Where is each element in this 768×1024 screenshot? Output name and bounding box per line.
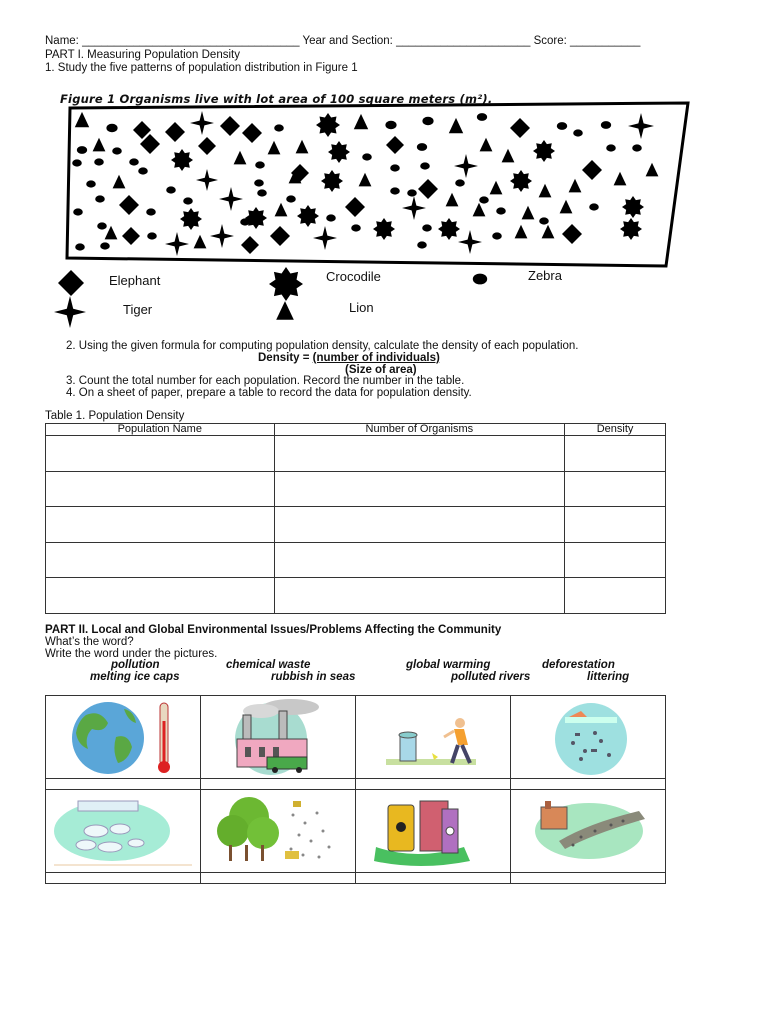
part2-instruction: Write the word under the pictures.: [45, 648, 218, 660]
organism-mark: [422, 117, 433, 125]
organism-mark: [359, 173, 372, 187]
population-figure: [0, 0, 768, 340]
organism-mark: [219, 187, 243, 211]
answer-cell[interactable]: [511, 779, 666, 790]
organism-mark: [449, 118, 463, 133]
organism-mark: [95, 195, 105, 202]
legend-crocodile: Crocodile: [326, 269, 381, 284]
organism-mark: [606, 144, 616, 151]
answer-cell[interactable]: [201, 873, 356, 884]
formula-denominator: (Size of area): [345, 364, 417, 376]
organism-mark: [646, 163, 659, 177]
organism-mark: [490, 181, 503, 195]
organism-mark: [245, 207, 267, 229]
organism-mark: [502, 149, 515, 163]
organism-mark: [112, 147, 122, 154]
word-chemical-waste: chemical waste: [226, 659, 311, 671]
table-cell[interactable]: [274, 507, 565, 543]
organism-mark: [573, 129, 583, 136]
organism-mark: [257, 189, 267, 196]
organism-mark: [268, 141, 281, 155]
organism-mark: [297, 205, 319, 227]
organism-mark: [100, 242, 110, 249]
legend-elephant: Elephant: [109, 273, 161, 288]
organism-mark: [418, 179, 438, 199]
organism-mark: [362, 153, 372, 160]
organism-mark: [93, 138, 106, 152]
table-cell[interactable]: [46, 507, 275, 543]
sea-rubbish-icon: [511, 697, 661, 777]
organism-mark: [241, 236, 259, 254]
organism-mark: [510, 170, 532, 192]
table-cell[interactable]: [565, 542, 666, 578]
header-fields: Name: __________________________________ Year and Section: _____________________ Score: ___________: [45, 35, 641, 47]
step1-text: 1. Study the five patterns of population distribution in Figure 1: [45, 62, 358, 74]
organism-mark: [390, 164, 400, 171]
lion-icon: [276, 301, 294, 320]
answer-cell[interactable]: [46, 873, 201, 884]
organism-mark: [477, 113, 487, 121]
word-littering: littering: [587, 671, 630, 683]
organism-mark: [106, 124, 117, 132]
part2-question: What’s the word?: [45, 636, 134, 648]
organism-mark: [417, 241, 427, 248]
organism-mark: [72, 159, 82, 166]
picture-cell: [511, 696, 666, 779]
organism-mark: [97, 222, 107, 229]
organism-mark: [146, 208, 156, 215]
figure-caption: Figure 1 Organisms live with lot area of 100 square meters (m²).: [60, 92, 493, 106]
organism-mark: [75, 243, 85, 250]
organism-mark: [373, 218, 395, 240]
organism-mark: [77, 146, 87, 154]
table-cell[interactable]: [565, 507, 666, 543]
organism-mark: [86, 180, 96, 187]
organism-mark: [622, 196, 644, 218]
table-cell[interactable]: [46, 578, 275, 614]
organism-mark: [190, 111, 214, 135]
organism-mark: [296, 140, 309, 154]
organism-mark: [165, 122, 185, 142]
organism-mark: [560, 200, 573, 214]
zebra-icon: [473, 274, 487, 285]
col-number-of-organisms: Number of Organisms: [274, 424, 565, 436]
organism-mark: [270, 226, 290, 246]
step2-text: 2. Using the given formula for computing population density, calculate the density of each population.: [66, 340, 579, 352]
organism-mark: [542, 225, 555, 239]
table-cell[interactable]: [46, 542, 275, 578]
organism-mark: [480, 138, 493, 152]
organism-mark: [138, 167, 148, 174]
organism-mark: [386, 136, 404, 154]
picture-cell: [511, 790, 666, 873]
organism-mark: [614, 172, 627, 186]
organism-mark: [94, 158, 104, 165]
picture-cell: [356, 790, 511, 873]
picture-cell: [201, 790, 356, 873]
picture-cell: [356, 696, 511, 779]
organism-mark: [455, 179, 465, 186]
table-cell[interactable]: [274, 578, 565, 614]
table-cell[interactable]: [46, 471, 275, 507]
organism-mark: [165, 232, 189, 256]
organism-mark: [73, 208, 83, 215]
legend-tiger: Tiger: [123, 302, 153, 317]
organism-mark: [402, 196, 426, 220]
answer-cell[interactable]: [356, 779, 511, 790]
organism-mark: [632, 144, 642, 151]
part2-title: PART II. Local and Global Environmental Issues/Problems Affecting the Community: [45, 624, 502, 636]
organism-mark: [210, 224, 234, 248]
organism-mark: [557, 122, 567, 130]
table-row: [46, 507, 666, 543]
word-pollution: pollution: [111, 659, 160, 671]
organism-mark: [420, 162, 430, 169]
table-cell[interactable]: [565, 471, 666, 507]
organism-mark: [351, 224, 361, 231]
organism-mark: [601, 121, 611, 129]
answer-cell[interactable]: [201, 779, 356, 790]
answer-cell[interactable]: [46, 779, 201, 790]
organism-mark: [274, 124, 284, 131]
part1-title: PART I. Measuring Population Density: [45, 49, 240, 61]
organism-mark: [220, 116, 240, 136]
organism-mark: [171, 149, 193, 171]
organism-mark: [620, 218, 642, 240]
table-row: [46, 542, 666, 578]
organism-mark: [417, 143, 427, 151]
organism-mark: [628, 113, 654, 139]
organism-mark: [385, 121, 396, 129]
organism-mark: [422, 224, 432, 231]
organism-mark: [286, 195, 296, 202]
organism-mark: [354, 114, 368, 129]
table-cell[interactable]: [565, 578, 666, 614]
organism-mark: [113, 175, 126, 189]
organism-mark: [473, 203, 486, 217]
organism-mark: [569, 179, 582, 193]
organism-mark: [180, 208, 202, 230]
answer-cell[interactable]: [356, 873, 511, 884]
density-formula: [258, 352, 440, 364]
melting-ice-icon: [46, 791, 196, 871]
organism-mark: [119, 195, 139, 215]
organism-mark: [105, 226, 118, 240]
table-row: [46, 436, 666, 472]
step4-text: 4. On a sheet of paper, prepare a table to record the data for population density.: [66, 387, 472, 399]
step3-text: 3. Count the total number for each population. Record the number in the table.: [66, 375, 465, 387]
density-table: [45, 423, 666, 614]
organism-mark: [446, 193, 459, 207]
organism-mark: [196, 169, 218, 191]
table-cell[interactable]: [565, 436, 666, 472]
organism-mark: [321, 170, 343, 192]
organism-mark: [234, 151, 247, 165]
organism-mark: [589, 203, 599, 210]
organism-mark: [328, 141, 350, 163]
legend-zebra: Zebra: [528, 268, 562, 283]
organism-mark: [390, 187, 400, 194]
answer-cell[interactable]: [511, 873, 666, 884]
organism-mark: [240, 218, 250, 225]
organism-mark: [147, 232, 157, 239]
chemical-barrels-icon: [356, 791, 506, 871]
factory-pollution-icon: [201, 697, 351, 777]
organism-mark: [492, 232, 502, 239]
organism-mark: [438, 218, 460, 240]
organism-mark: [407, 189, 417, 196]
col-density: Density: [565, 424, 666, 436]
table-cell[interactable]: [274, 542, 565, 578]
organism-mark: [313, 226, 337, 250]
table-cell[interactable]: [46, 436, 275, 472]
globe-thermometer-icon: [46, 697, 196, 777]
organism-mark: [326, 214, 336, 221]
organism-mark: [539, 217, 549, 224]
legend-lion: Lion: [349, 300, 374, 315]
organism-mark: [510, 118, 530, 138]
word-polluted-rivers: polluted rivers: [451, 671, 531, 683]
organism-mark: [166, 186, 176, 193]
organism-mark: [122, 227, 140, 245]
organism-mark: [183, 197, 193, 204]
table-cell[interactable]: [274, 471, 565, 507]
organism-mark: [129, 158, 139, 165]
elephant-icon: [58, 270, 84, 296]
organism-mark: [582, 160, 602, 180]
organism-mark: [345, 197, 365, 217]
organism-mark: [533, 140, 555, 162]
organism-mark: [198, 137, 216, 155]
col-population-name: Population Name: [46, 424, 275, 436]
organism-mark: [75, 112, 89, 127]
person-littering-icon: [356, 697, 506, 777]
organism-mark: [479, 196, 489, 203]
tiger-icon: [54, 296, 86, 328]
table-row: [46, 578, 666, 614]
word-melting-ice-caps: melting ice caps: [90, 671, 180, 683]
picture-cell: [201, 696, 356, 779]
organism-mark: [515, 225, 528, 239]
crocodile-icon: [269, 267, 303, 301]
table-cell[interactable]: [274, 436, 565, 472]
organism-mark: [254, 179, 264, 186]
organism-mark: [255, 161, 265, 168]
pictures-table: [45, 695, 666, 884]
word-deforestation: deforestation: [542, 659, 615, 671]
formula-numerator: (number of individuals): [312, 352, 440, 364]
organism-mark: [522, 206, 535, 220]
polluted-river-icon: [511, 791, 661, 871]
organism-mark: [539, 184, 552, 198]
organism-mark: [275, 203, 288, 217]
table-caption: Table 1. Population Density: [45, 410, 185, 422]
organism-mark: [454, 154, 478, 178]
deforestation-icon: [201, 791, 351, 871]
organism-mark: [562, 224, 582, 244]
formula-left: Density =: [258, 352, 313, 364]
word-global-warming: global warming: [406, 659, 491, 671]
table-row: [46, 471, 666, 507]
organism-mark: [316, 113, 340, 137]
picture-cell: [46, 696, 201, 779]
picture-cell: [46, 790, 201, 873]
figure-border: [67, 103, 688, 266]
organism-mark: [242, 123, 262, 143]
organism-mark: [496, 207, 506, 214]
word-rubbish-in-seas: rubbish in seas: [271, 671, 356, 683]
organism-mark: [194, 235, 207, 249]
organism-mark: [458, 230, 482, 254]
